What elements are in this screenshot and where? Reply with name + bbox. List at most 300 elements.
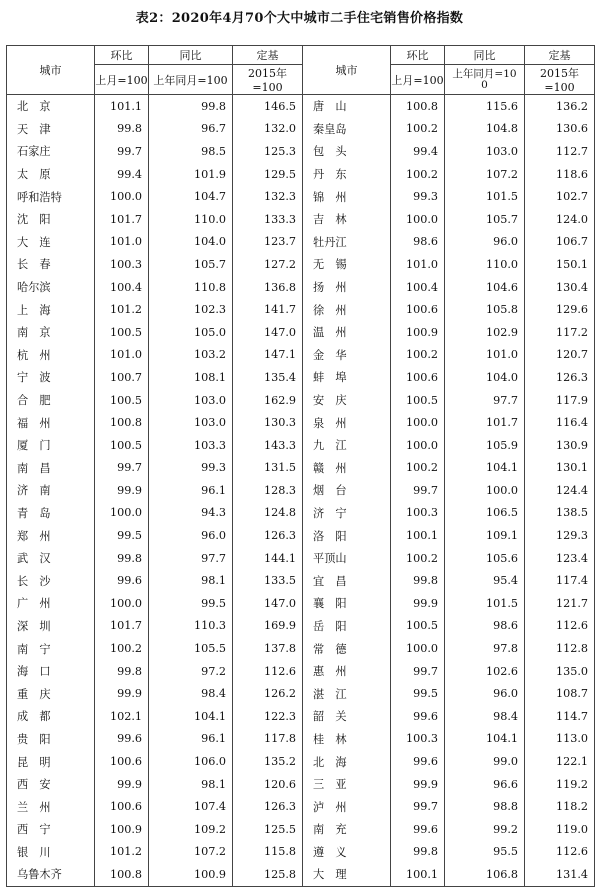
cell-huanbi-right: 99.7: [391, 660, 445, 683]
cell-dingji-left: 126.3: [233, 524, 303, 547]
cell-dingji-right: 118.2: [525, 795, 595, 818]
cell-city-right: 韶 关: [303, 705, 391, 728]
cell-huanbi-left: 99.4: [95, 163, 149, 186]
cell-tongbi-left: 99.3: [149, 457, 233, 480]
table-row: [7, 411, 595, 434]
header-huanbi-right: 环比: [391, 46, 445, 65]
cell-dingji-right: 130.6: [525, 118, 595, 141]
cell-city-right: 蚌 埠: [303, 366, 391, 389]
cell-huanbi-right: 99.8: [391, 569, 445, 592]
header-dingji-left: 定基: [233, 46, 303, 65]
cell-tongbi-right: 101.5: [445, 185, 525, 208]
cell-huanbi-right: 100.8: [391, 95, 445, 118]
cell-huanbi-left: 99.9: [95, 479, 149, 502]
table-row: [7, 863, 595, 886]
cell-tongbi-right: 115.6: [445, 95, 525, 118]
cell-city-right: 惠 州: [303, 660, 391, 683]
cell-dingji-right: 113.0: [525, 728, 595, 751]
cell-city-left: 宁 波: [17, 371, 51, 385]
cell-city-right: 丹 东: [303, 163, 391, 186]
cell-dingji-left: 125.5: [233, 818, 303, 841]
cell-city-left: 大 连: [17, 235, 51, 249]
cell-tongbi-right: 96.6: [445, 773, 525, 796]
cell-city-left: 贵 阳: [17, 732, 51, 746]
cell-city-right: 岳 阳: [303, 615, 391, 638]
cell-city-right: 唐 山: [303, 95, 391, 118]
header-tongbi-right: 同比: [445, 46, 525, 65]
cell-dingji-right: 108.7: [525, 682, 595, 705]
cell-city-right: 三 亚: [303, 773, 391, 796]
cell-dingji-left: 132.3: [233, 185, 303, 208]
cell-city-right: 泉 州: [303, 411, 391, 434]
cell-dingji-left: 144.1: [233, 547, 303, 570]
price-index-table-container: [6, 45, 594, 887]
cell-huanbi-left: 100.6: [95, 795, 149, 818]
cell-city-left: 上 海: [17, 303, 51, 317]
cell-city-right: 桂 林: [303, 728, 391, 751]
cell-dingji-left: 125.3: [233, 140, 303, 163]
cell-city-left: 沈 阳: [17, 213, 51, 227]
cell-tongbi-right: 99.2: [445, 818, 525, 841]
cell-dingji-left: 112.6: [233, 660, 303, 683]
cell-tongbi-left: 104.0: [149, 231, 233, 254]
cell-huanbi-right: 100.2: [391, 118, 445, 141]
cell-dingji-right: 118.6: [525, 163, 595, 186]
cell-huanbi-right: 100.3: [391, 502, 445, 525]
cell-huanbi-left: 100.6: [95, 750, 149, 773]
cell-dingji-left: 143.3: [233, 434, 303, 457]
cell-huanbi-right: 100.3: [391, 728, 445, 751]
cell-city-right: 包 头: [303, 140, 391, 163]
cell-dingji-right: 121.7: [525, 592, 595, 615]
cell-huanbi-right: 99.9: [391, 592, 445, 615]
cell-city-right: 无 锡: [303, 253, 391, 276]
table-row: [7, 841, 595, 864]
cell-tongbi-right: 101.0: [445, 344, 525, 367]
table-row: [7, 818, 595, 841]
cell-tongbi-right: 95.5: [445, 841, 525, 864]
cell-city-left: 长 沙: [17, 574, 51, 588]
cell-dingji-left: 147.0: [233, 592, 303, 615]
table-row: [7, 547, 595, 570]
cell-tongbi-left: 96.7: [149, 118, 233, 141]
cell-city-left: 成 都: [17, 710, 51, 724]
cell-city-right: 扬 州: [303, 276, 391, 299]
cell-huanbi-left: 100.4: [95, 276, 149, 299]
header-city-left: 城市: [7, 46, 95, 95]
cell-huanbi-right: 99.9: [391, 773, 445, 796]
cell-huanbi-right: 99.7: [391, 479, 445, 502]
cell-huanbi-left: 99.9: [95, 682, 149, 705]
cell-dingji-left: 123.7: [233, 231, 303, 254]
cell-tongbi-left: 99.8: [149, 95, 233, 118]
cell-huanbi-right: 100.5: [391, 615, 445, 638]
cell-tongbi-left: 94.3: [149, 502, 233, 525]
table-row: [7, 366, 595, 389]
cell-dingji-left: 169.9: [233, 615, 303, 638]
cell-city-left: 重 庆: [17, 687, 51, 701]
cell-tongbi-left: 97.2: [149, 660, 233, 683]
cell-dingji-right: 117.9: [525, 389, 595, 412]
cell-city-left: 昆 明: [17, 755, 51, 769]
cell-tongbi-right: 97.8: [445, 637, 525, 660]
cell-tongbi-left: 110.0: [149, 208, 233, 231]
cell-city-right: 湛 江: [303, 682, 391, 705]
cell-tongbi-right: 106.5: [445, 502, 525, 525]
cell-huanbi-right: 99.6: [391, 818, 445, 841]
cell-dingji-right: 126.3: [525, 366, 595, 389]
cell-huanbi-right: 99.7: [391, 795, 445, 818]
cell-huanbi-left: 100.5: [95, 389, 149, 412]
table-row: [7, 231, 595, 254]
cell-city-right: 南 充: [303, 818, 391, 841]
cell-tongbi-left: 108.1: [149, 366, 233, 389]
header-tongbi-sub-left: 上年同月=100: [149, 65, 233, 95]
table-row: [7, 163, 595, 186]
price-index-table: [6, 45, 595, 887]
cell-huanbi-right: 100.9: [391, 321, 445, 344]
cell-dingji-left: 124.8: [233, 502, 303, 525]
cell-tongbi-left: 98.1: [149, 569, 233, 592]
cell-huanbi-left: 99.7: [95, 140, 149, 163]
cell-city-right: 常 德: [303, 637, 391, 660]
cell-dingji-left: 126.2: [233, 682, 303, 705]
cell-city-right: 吉 林: [303, 208, 391, 231]
cell-tongbi-right: 104.6: [445, 276, 525, 299]
cell-tongbi-left: 98.5: [149, 140, 233, 163]
cell-tongbi-left: 110.3: [149, 615, 233, 638]
cell-huanbi-left: 100.8: [95, 411, 149, 434]
cell-tongbi-left: 96.0: [149, 524, 233, 547]
cell-huanbi-right: 99.4: [391, 140, 445, 163]
cell-huanbi-right: 100.6: [391, 366, 445, 389]
cell-tongbi-right: 102.9: [445, 321, 525, 344]
cell-city-left: 郑 州: [17, 529, 51, 543]
cell-dingji-left: 130.3: [233, 411, 303, 434]
cell-huanbi-left: 102.1: [95, 705, 149, 728]
cell-dingji-left: 147.0: [233, 321, 303, 344]
cell-tongbi-right: 104.0: [445, 366, 525, 389]
cell-tongbi-right: 96.0: [445, 231, 525, 254]
table-row: [7, 276, 595, 299]
cell-city-left: 太 原: [17, 168, 51, 182]
table-row: [7, 208, 595, 231]
cell-city-left: 哈尔滨: [17, 281, 51, 295]
cell-city-right: 锦 州: [303, 185, 391, 208]
cell-dingji-right: 136.2: [525, 95, 595, 118]
cell-city-left: 北 京: [17, 100, 51, 114]
cell-dingji-right: 124.4: [525, 479, 595, 502]
cell-dingji-left: 146.5: [233, 95, 303, 118]
table-row: [7, 750, 595, 773]
cell-tongbi-left: 102.3: [149, 298, 233, 321]
cell-huanbi-right: 100.0: [391, 637, 445, 660]
cell-tongbi-right: 101.5: [445, 592, 525, 615]
cell-dingji-left: 136.8: [233, 276, 303, 299]
table-row: [7, 321, 595, 344]
cell-city-right: 济 宁: [303, 502, 391, 525]
cell-huanbi-right: 100.2: [391, 457, 445, 480]
cell-tongbi-left: 107.4: [149, 795, 233, 818]
cell-huanbi-left: 100.3: [95, 253, 149, 276]
table-row: [7, 118, 595, 141]
cell-huanbi-left: 101.0: [95, 344, 149, 367]
cell-city-left: 广 州: [17, 597, 51, 611]
cell-city-right: 洛 阳: [303, 524, 391, 547]
cell-tongbi-left: 101.9: [149, 163, 233, 186]
cell-dingji-left: 122.3: [233, 705, 303, 728]
cell-tongbi-left: 103.3: [149, 434, 233, 457]
cell-huanbi-right: 100.5: [391, 389, 445, 412]
cell-dingji-right: 131.4: [525, 863, 595, 886]
cell-dingji-left: 125.8: [233, 863, 303, 886]
cell-city-right: 九 江: [303, 434, 391, 457]
table-row: [7, 479, 595, 502]
cell-tongbi-left: 98.1: [149, 773, 233, 796]
header-huanbi-sub-left: 上月=100: [95, 65, 149, 95]
cell-dingji-left: 162.9: [233, 389, 303, 412]
cell-tongbi-right: 105.6: [445, 547, 525, 570]
table-row: [7, 615, 595, 638]
cell-city-left: 合 肥: [17, 394, 51, 408]
cell-huanbi-right: 99.6: [391, 750, 445, 773]
cell-tongbi-left: 103.0: [149, 389, 233, 412]
header-tongbi-sub-right: 上年同月=10 0: [445, 65, 525, 95]
cell-dingji-left: 120.6: [233, 773, 303, 796]
cell-huanbi-right: 100.1: [391, 863, 445, 886]
cell-city-right: 牡丹江: [303, 231, 391, 254]
cell-tongbi-left: 110.8: [149, 276, 233, 299]
cell-city-right: 北 海: [303, 750, 391, 773]
cell-city-left: 兰 州: [17, 800, 51, 814]
cell-huanbi-left: 100.7: [95, 366, 149, 389]
cell-city-left: 南 宁: [17, 642, 51, 656]
cell-huanbi-right: 100.4: [391, 276, 445, 299]
cell-dingji-right: 129.6: [525, 298, 595, 321]
cell-tongbi-left: 105.7: [149, 253, 233, 276]
cell-huanbi-right: 99.3: [391, 185, 445, 208]
cell-dingji-right: 123.4: [525, 547, 595, 570]
cell-tongbi-right: 96.0: [445, 682, 525, 705]
cell-city-right: 赣 州: [303, 457, 391, 480]
cell-tongbi-right: 104.1: [445, 457, 525, 480]
cell-tongbi-left: 100.9: [149, 863, 233, 886]
cell-city-left: 杭 州: [17, 348, 51, 362]
cell-huanbi-left: 99.9: [95, 773, 149, 796]
cell-city-left: 南 昌: [17, 461, 51, 475]
cell-tongbi-left: 107.2: [149, 841, 233, 864]
cell-tongbi-right: 97.7: [445, 389, 525, 412]
cell-tongbi-left: 97.7: [149, 547, 233, 570]
table-row: [7, 502, 595, 525]
cell-tongbi-right: 102.6: [445, 660, 525, 683]
cell-city-right: 温 州: [303, 321, 391, 344]
header-dingji-right: 定基: [525, 46, 595, 65]
cell-city-left: 石家庄: [17, 145, 51, 159]
cell-city-left: 天 津: [17, 122, 51, 136]
cell-dingji-right: 116.4: [525, 411, 595, 434]
cell-huanbi-right: 99.5: [391, 682, 445, 705]
cell-huanbi-right: 100.2: [391, 344, 445, 367]
cell-tongbi-right: 110.0: [445, 253, 525, 276]
table-row: [7, 728, 595, 751]
cell-dingji-left: 129.5: [233, 163, 303, 186]
cell-huanbi-right: 98.6: [391, 231, 445, 254]
cell-tongbi-right: 105.7: [445, 208, 525, 231]
table-row: [7, 185, 595, 208]
cell-dingji-right: 120.7: [525, 344, 595, 367]
cell-city-left: 济 南: [17, 484, 51, 498]
cell-huanbi-right: 100.0: [391, 411, 445, 434]
cell-dingji-left: 133.5: [233, 569, 303, 592]
table-row: [7, 705, 595, 728]
header-dingji-sub-left: 2015年=100: [233, 65, 303, 95]
cell-tongbi-right: 105.9: [445, 434, 525, 457]
table-row: [7, 795, 595, 818]
cell-city-left: 银 川: [17, 845, 51, 859]
table-row: [7, 592, 595, 615]
cell-tongbi-right: 107.2: [445, 163, 525, 186]
cell-tongbi-right: 105.8: [445, 298, 525, 321]
cell-tongbi-right: 101.7: [445, 411, 525, 434]
cell-city-left: 厦 门: [17, 439, 51, 453]
cell-dingji-left: 126.3: [233, 795, 303, 818]
cell-huanbi-left: 101.2: [95, 841, 149, 864]
cell-tongbi-left: 106.0: [149, 750, 233, 773]
cell-tongbi-left: 103.0: [149, 411, 233, 434]
table-row: [7, 389, 595, 412]
cell-huanbi-left: 99.6: [95, 569, 149, 592]
cell-huanbi-left: 101.7: [95, 615, 149, 638]
cell-dingji-right: 114.7: [525, 705, 595, 728]
cell-tongbi-left: 104.1: [149, 705, 233, 728]
cell-tongbi-right: 99.0: [445, 750, 525, 773]
cell-huanbi-left: 99.5: [95, 524, 149, 547]
header-huanbi-left: 环比: [95, 46, 149, 65]
cell-city-right: 遵 义: [303, 841, 391, 864]
cell-dingji-right: 112.7: [525, 140, 595, 163]
cell-city-left: 深 圳: [17, 619, 51, 633]
cell-huanbi-left: 99.6: [95, 728, 149, 751]
table-header: [7, 46, 595, 95]
cell-huanbi-right: 100.6: [391, 298, 445, 321]
cell-dingji-left: 131.5: [233, 457, 303, 480]
cell-dingji-right: 119.0: [525, 818, 595, 841]
cell-huanbi-left: 100.9: [95, 818, 149, 841]
cell-dingji-right: 135.0: [525, 660, 595, 683]
cell-dingji-right: 102.7: [525, 185, 595, 208]
cell-city-left: 西 安: [17, 778, 51, 792]
table-row: [7, 660, 595, 683]
cell-city-left: 呼和浩特: [17, 190, 62, 204]
cell-tongbi-right: 104.1: [445, 728, 525, 751]
cell-tongbi-right: 109.1: [445, 524, 525, 547]
cell-huanbi-right: 100.0: [391, 208, 445, 231]
cell-city-left: 海 口: [17, 665, 51, 679]
cell-city-right: 安 庆: [303, 389, 391, 412]
cell-huanbi-right: 100.2: [391, 547, 445, 570]
cell-dingji-right: 129.3: [525, 524, 595, 547]
cell-huanbi-right: 101.0: [391, 253, 445, 276]
cell-huanbi-left: 100.0: [95, 502, 149, 525]
cell-huanbi-left: 101.1: [95, 95, 149, 118]
header-city-right: 城市: [303, 46, 391, 95]
cell-city-right: 平顶山: [303, 547, 391, 570]
cell-tongbi-right: 103.0: [445, 140, 525, 163]
cell-city-right: 秦皇岛: [303, 118, 391, 141]
cell-dingji-right: 130.1: [525, 457, 595, 480]
cell-huanbi-left: 101.2: [95, 298, 149, 321]
cell-dingji-right: 130.4: [525, 276, 595, 299]
cell-huanbi-left: 100.2: [95, 637, 149, 660]
cell-huanbi-left: 99.8: [95, 660, 149, 683]
cell-dingji-right: 106.7: [525, 231, 595, 254]
table-row: [7, 434, 595, 457]
cell-tongbi-left: 96.1: [149, 728, 233, 751]
cell-dingji-right: 130.9: [525, 434, 595, 457]
cell-dingji-left: 115.8: [233, 841, 303, 864]
table-row: [7, 524, 595, 547]
cell-huanbi-left: 100.5: [95, 321, 149, 344]
table-row: [7, 140, 595, 163]
cell-city-left: 乌鲁木齐: [7, 863, 95, 886]
cell-tongbi-right: 100.0: [445, 479, 525, 502]
cell-tongbi-right: 104.8: [445, 118, 525, 141]
cell-dingji-left: 135.4: [233, 366, 303, 389]
cell-dingji-right: 112.8: [525, 637, 595, 660]
cell-tongbi-left: 104.7: [149, 185, 233, 208]
cell-huanbi-left: 100.8: [95, 863, 149, 886]
table-row: [7, 95, 595, 118]
cell-tongbi-left: 105.5: [149, 637, 233, 660]
table-body: [7, 95, 595, 887]
cell-city-right: 泸 州: [303, 795, 391, 818]
cell-dingji-left: 128.3: [233, 479, 303, 502]
cell-huanbi-left: 99.8: [95, 547, 149, 570]
cell-city-left: 西 宁: [17, 823, 51, 837]
cell-city-right: 烟 台: [303, 479, 391, 502]
cell-dingji-right: 112.6: [525, 615, 595, 638]
cell-tongbi-right: 106.8: [445, 863, 525, 886]
cell-huanbi-right: 99.6: [391, 705, 445, 728]
cell-huanbi-left: 99.8: [95, 118, 149, 141]
cell-dingji-right: 150.1: [525, 253, 595, 276]
cell-dingji-right: 112.6: [525, 841, 595, 864]
header-dingji-sub-right: 2015年=100: [525, 65, 595, 95]
cell-dingji-left: 137.8: [233, 637, 303, 660]
cell-dingji-right: 117.2: [525, 321, 595, 344]
cell-city-left: 福 州: [17, 416, 51, 430]
cell-tongbi-right: 98.6: [445, 615, 525, 638]
cell-dingji-right: 117.4: [525, 569, 595, 592]
table-row: [7, 773, 595, 796]
cell-dingji-left: 133.3: [233, 208, 303, 231]
cell-dingji-right: 124.0: [525, 208, 595, 231]
cell-dingji-right: 122.1: [525, 750, 595, 773]
cell-huanbi-left: 100.0: [95, 592, 149, 615]
cell-huanbi-left: 100.5: [95, 434, 149, 457]
cell-dingji-left: 127.2: [233, 253, 303, 276]
cell-dingji-left: 141.7: [233, 298, 303, 321]
cell-huanbi-left: 100.0: [95, 185, 149, 208]
cell-huanbi-right: 100.2: [391, 163, 445, 186]
cell-dingji-right: 119.2: [525, 773, 595, 796]
cell-huanbi-left: 99.7: [95, 457, 149, 480]
cell-huanbi-left: 101.7: [95, 208, 149, 231]
cell-tongbi-left: 99.5: [149, 592, 233, 615]
cell-dingji-left: 135.2: [233, 750, 303, 773]
cell-city-right: 襄 阳: [303, 592, 391, 615]
